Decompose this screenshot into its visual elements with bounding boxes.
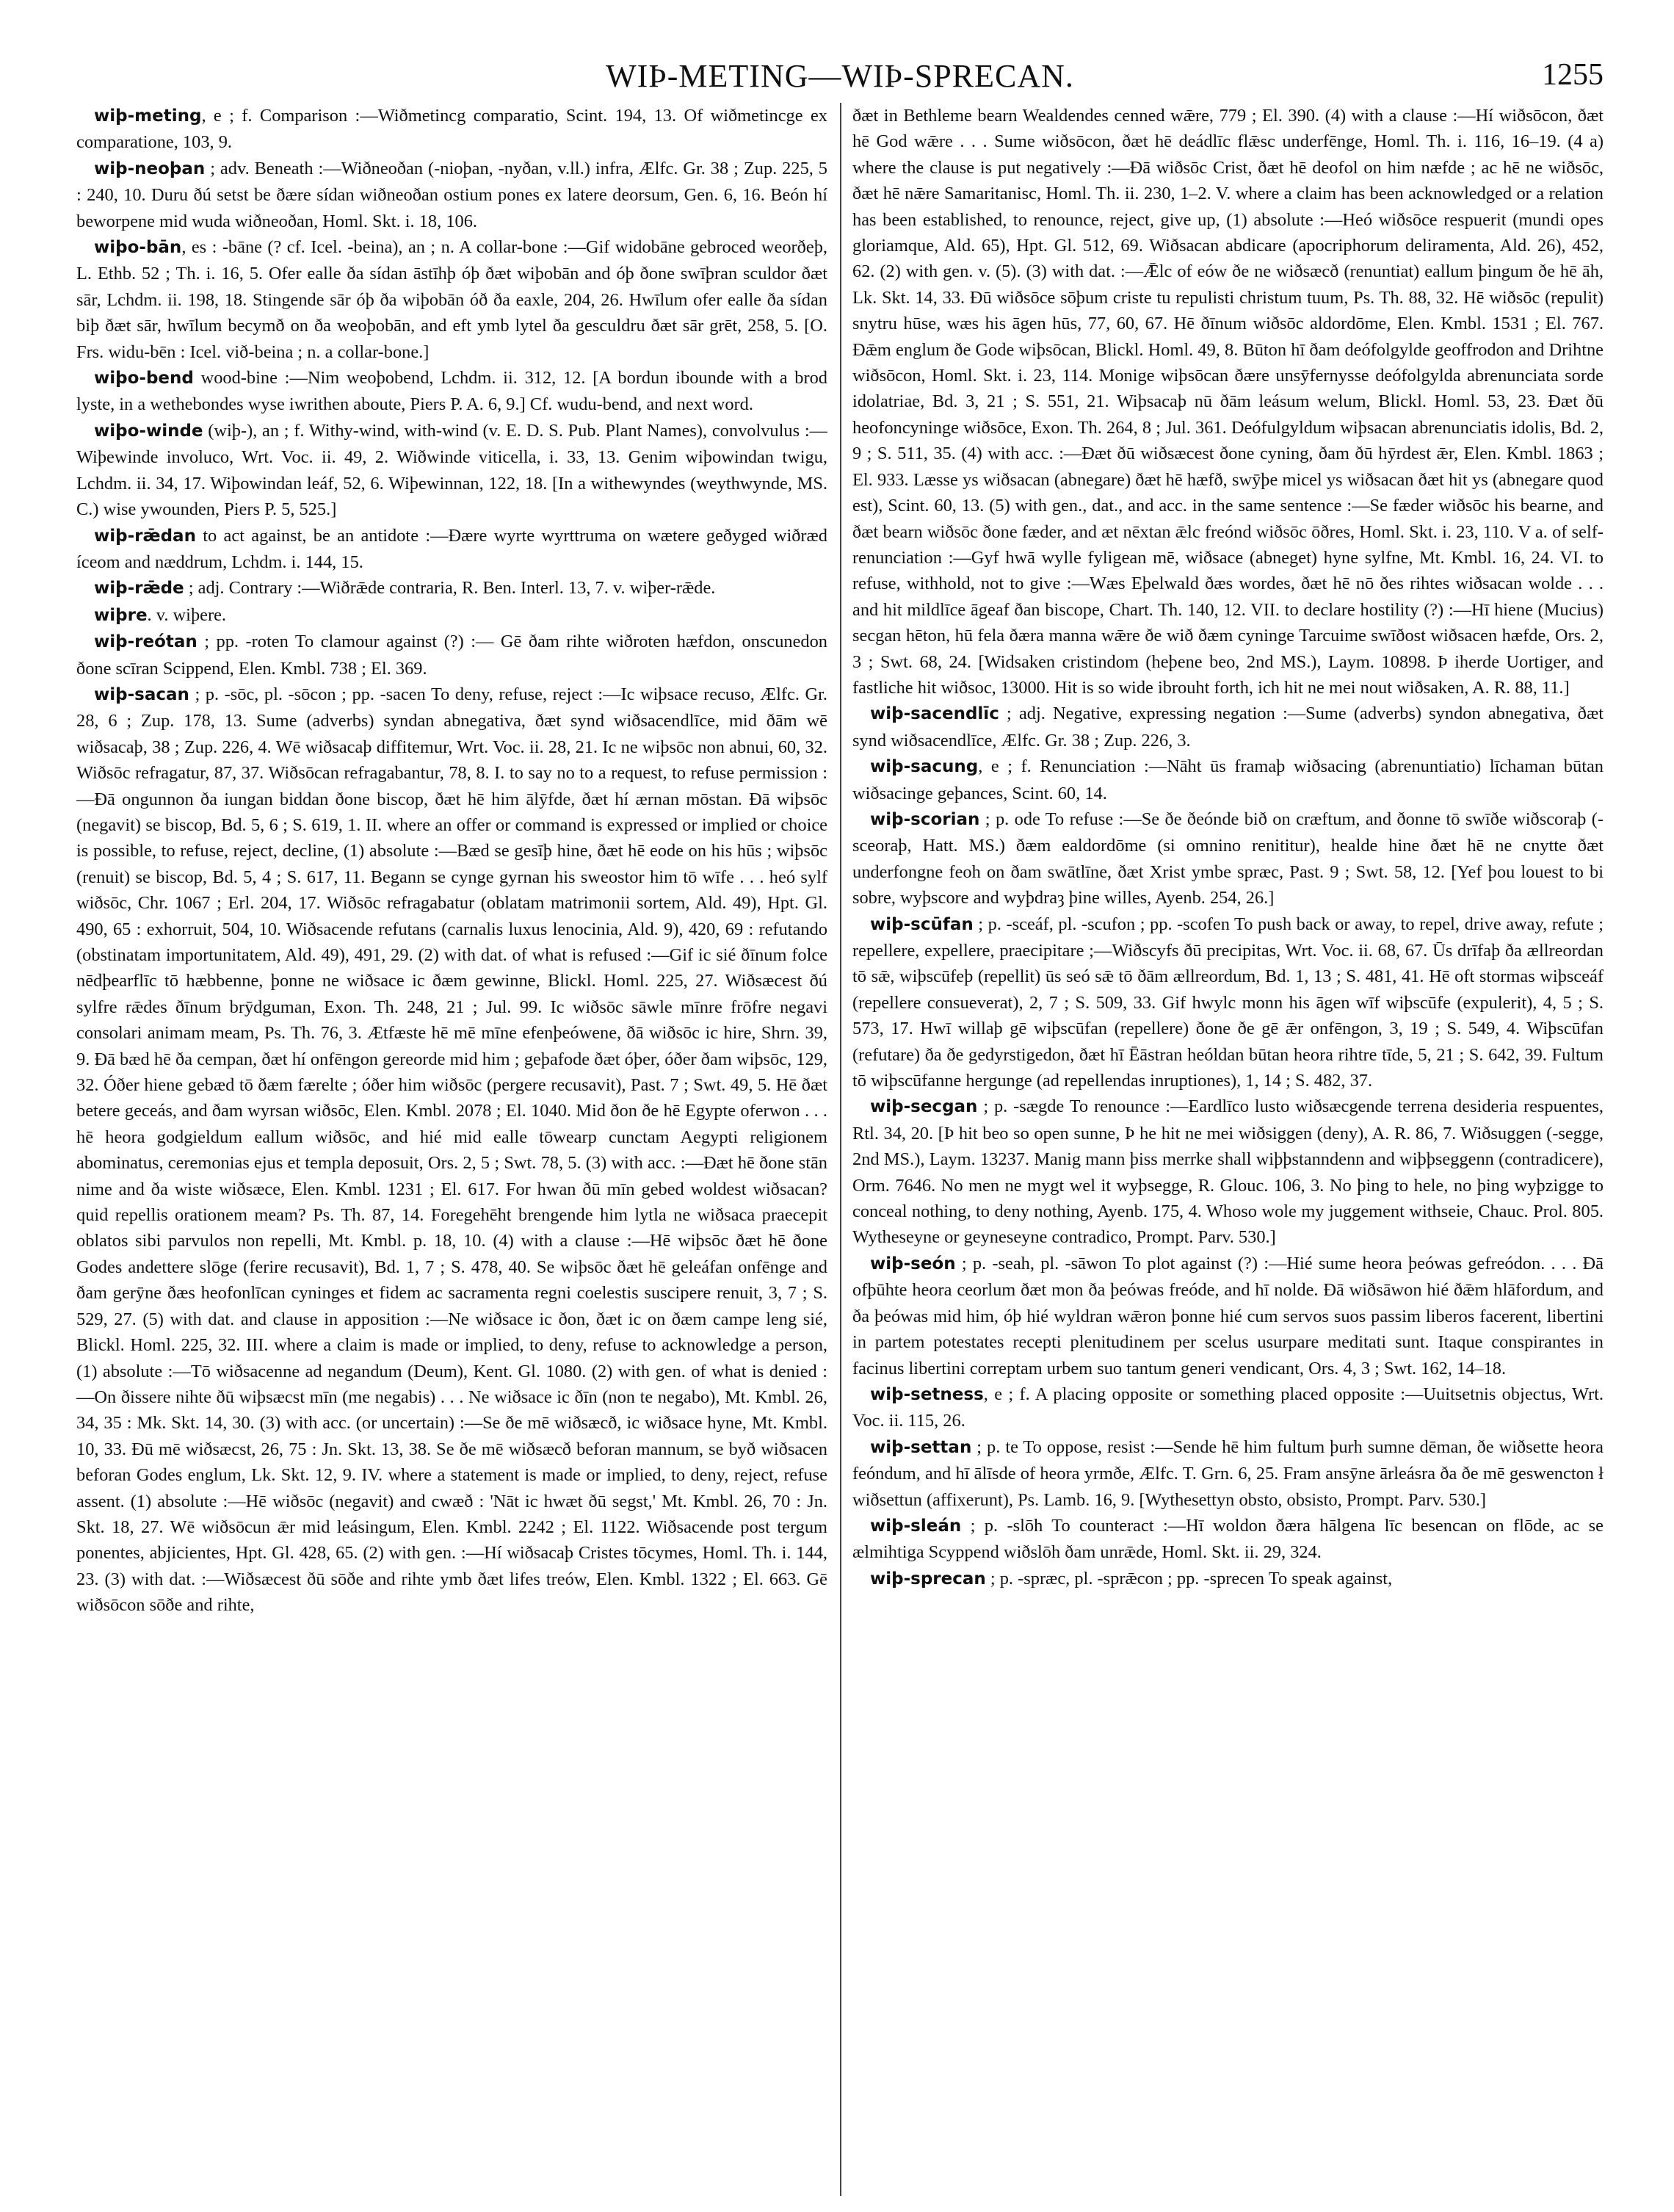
headword: wiþ-seón <box>870 1254 956 1273</box>
left-column <box>76 103 827 2203</box>
dictionary-entry <box>852 1513 1604 1566</box>
entry-text: ; adj. Contrary :—Wiðrǣde contraria, R. Ben. Interl. 13, 7. v. wiþer-rǣde. <box>184 578 716 599</box>
running-head <box>76 44 1604 103</box>
entry-text: , e ; f. Renunciation :—Nāht ūs framaþ wiðsacing (abrenuntiatio) līchaman būtan wiðsacinge geþances, Scint. 60, 14. <box>852 756 1604 803</box>
dictionary-entry <box>852 1434 1604 1513</box>
entry-text: ; p. -sōc, pl. -sōcon ; pp. -sacen To deny, refuse, reject :—Ic wiþsace recuso, Ælfc. Gr. 28, 6 ; Zup. 178, 13. Sume (adverbs) syndan abnegativa, ðæt synd wiðsacendlīce, mid ðām wē wiðsacaþ, 38 ; Zup. 226, 4. Wē wiðsacaþ diffitemur, Wrt. Voc. ii. 28, 21. Ic ne wiþsōc non abnui, 60, 32. Wiðsōc refragatur, 87, 37. Wiðsōcan refragabantur, 78, 8. I. to say no to a request, to refuse permission :—Ðā ongunnon ða iungan biddan ðone biscop, ðæt hē him ālȳfde, ðæt hí ærnan mōstan. Ðā wiþsōc (negavit) se biscop, Bd. 5, 6 ; S. 619, 1. II. where an offer or command is expressed or implied or choice is possible, to refuse, reject, decline, (1) absolute :—Bæd se gesīþ hine, ðæt hē eode on his hūs ; wiþsōc (renuit) se biscop, Bd. 5, 4 ; S. 617, 11. Begann se cynge gyrnan his sweostor him tō wīfe . . . heó sylf wiðsōc, Chr. 1067 ; Erl. 204, 17. Wiðsōc refragabatur (oblatam matrimonii sortem, Ald. 49), Hpt. Gl. 490, 65 : exhorruit, 504, 10. Wiðsacende refutans (carnalis luxus lenocinia, Ald. 9), 420, 69 : refutando (obstinatam importunitatem, Ald. 49), 491, 29. (2) with dat. of what is refused :—Gif ic sié ðīnum folce nēdþearflīc tō hæbbenne, þonne ne wiðsace ic ðæm gewinne, Blickl. Homl. 225, 27. Wiðsæcest ðú sylfre rǣdes ðīnum brȳdguman, Exon. Th. 248, 21 ; Jul. 99. Ic wiðsōc sāwle mīnre frōfre negavi consolari animam meam, Ps. Th. 76, 3. Ætfæste hē mē mīne efenþeówene, ðā wiðsōc ic hire, Shrn. 39, 9. Ðā bæd hē ða cempan, ðæt hí onfēngon gereorde mid him ; geþafode ðæt óþer, óðer ðam wiþsōc, 129, 32. Óðer hiene gebæd tō ðæm færelte ; óðer him wiðsōc (pergere recusavit), Past. 7 ; Swt. 49, 5. Hē ðæt betere geceás, and ðam wyrsan wiðsōc, Elen. Kmbl. 2078 ; El. 1040. Mid ðon ðe hē Egypte oferwon . . . hē heora godgieldum eallum wiðsōc, and hié mid ealle tōwearp cunctam Aegypti religionem abominatus, ceremonias ejus et templa deposuit, Ors. 2, 5 ; Swt. 78, 5. (3) with acc. :—Ðæt hē ðone stān nime and ða wiste wiðsæce, Elen. Kmbl. 1231 ; El. 617. For hwan ðū mīn gebed woldest wiðsacan? quid repellis orationem meam? Ps. Th. 87, 14. Foregehēht brengende him lytla ne wiðsaca praecepit oblatos sibi parvulos non repelli, Mt. Kmbl. p. 18, 10. (4) with a clause :—Hē wiþsōc ðæt hē ðone Godes andettere slōge (ferire recusavit), Bd. 1, 7 ; S. 478, 40. Se wiþsōc ðæt hē geleáfan onfēnge and ðam gerȳne ðæs heofonlīcan cyninges et fidem ac sacramenta regni coelestis suscipere renuit, 3, 7 ; S. 529, 27. (5) with dat. and clause in apposition :—Ne wiðsace ic ðon, ðæt ic on ðæm campe leng sié, Blickl. Homl. 225, 32. III. where a claim is made or implied, to deny, refuse to acknowledge a person, (1) absolute :—Tō wiðsacenne ad negandum (Deum), Kent. Gl. 1080. (2) with gen. of what is denied :—On ðissere nihte ðū wiþsæcst mīn (me negabis) . . . Ne wiðsace ic ðīn (non te negabo), Mt. Kmbl. 26, 34, 35 : Mk. Skt. 14, 30. (3) with acc. (or uncertain) :—Se ðe mē wiðsæcð, ic wiðsace hyne, Mt. Kmbl. 10, 33. Ðū mē wiðsæcst, 26, 75 : Jn. Skt. 13, 38. Se ðe mē wiðsæcð beforan mannum, se byð wiðsacen beforan Godes englum, Lk. Skt. 12, 9. IV. where a statement is made or implied, to deny, reject, refuse assent. (1) absolute :—Hē wiðsōc (negavit) and cwæð : 'Nāt ic hwæt ðū segst,' Mt. Kmbl. 26, 70 : Jn. Skt. 18, 27. Wē wiðsōcun ǣr mid leásingum, Elen. Kmbl. 2242 ; El. 1122. Wiðsacende post tergum ponentes, abjicientes, Hpt. Gl. 428, 65. (2) with gen. :—Hí wiðsacaþ Cristes tōcymes, Homl. Th. i. 144, 23. (3) with dat. :—Wiðsæcest ðū sōðe and rihte ymb ðæt lifes treów, Elen. Kmbl. 1322 ; El. 663. Gē wiðsōcon sōðe and rihte, <box>76 684 827 1616</box>
entry-text: ; adj. Negative, expressing negation :—Sume (adverbs) syndon abnegativa, ðæt synd wiðsacendlīce, Ælfc. Gr. 38 ; Zup. 226, 3. <box>852 704 1604 751</box>
entry-text: to act against, be an antidote :—Ðære wyrte wyrttruma on wætere geðyged wiðræd íceom and næddrum, Lchdm. i. 144, 15. <box>76 525 827 572</box>
entry-text: ; p. -seah, pl. -sāwon To plot against (?) :—Hié sume heora þeówas gefreódon. . . . Ðā ofþūhte heora ceorlum ðæt mon ða þeówas freóde, and hī nolde. Ðā wiðsāwon hié ðǣm hlāfordum, and ða þeówas mid him, óþ hié wyldran wǣron þonne hié cum servos suos passim liberos facerent, libertini in partem potestates recepti plenitudinem per scelus usurpare meditati sunt. Itaque conspirantes in facinus libertini correptam urbem suo tantum generi vendicant, Ors. 4, 3 ; Swt. 162, 14–18. <box>852 1253 1604 1378</box>
dictionary-entry <box>852 753 1604 806</box>
headword: wiþ-sacung <box>870 757 979 777</box>
dictionary-entry <box>76 523 827 576</box>
entry-text: ; p. te To oppose, resist :—Sende hē him fultum þurh sumne dēman, ðe wiðsette heora feóndum, and hī ālīsde of heora yrmðe, Ælfc. T. Grn. 6, 25. Fram ansȳne ārleásra ða ðe mē geswencton ł wiðsettun (affixerunt), Ps. Lamb. 16, 9. [Wythesettyn obsto, obsisto, Prompt. Parv. 530.] <box>852 1436 1604 1510</box>
headword: wiþ-sacan <box>94 684 189 704</box>
headword: wiþ-rǣde <box>94 579 184 599</box>
dictionary-entry <box>852 1381 1604 1434</box>
entry-text: ; p. -sceáf, pl. -scufon ; pp. -scofen To push back or away, to repel, drive away, refute ; repellere, expellere, praecipitare ;—Wiðscyfs ðū precipitas, Wrt. Voc. ii. 68, 67. Ūs drīfaþ ða ællreordan tō sǣ, wiþscūfeþ (repellit) ūs seó sǣ tō ðām ællreordum, Bd. 1, 13 ; S. 481, 41. Hē oft stormas wiþsceáf (repellere consueverat), 2, 7 ; S. 509, 33. Gif hwylc monn his āgen wīf wiþscūfe (expulerit), 4, 5 ; S. 573, 17. Hwī willaþ gē wiþscūfan (repellere) ðone ðe gē ǣr onfēngon, 3, 19 ; S. 549, 4. Wiþscūfan (refutare) ða ðe gedyrstigedon, ðæt hī Ēāstran heóldan būtan heora rihtre tīde, 5, 21 ; S. 642, 39. Fultum tō wiþscūfanne hergunge (ad repellendas inruptiones), 1, 14 ; S. 482, 37. <box>852 914 1604 1091</box>
entry-text: , es : -bāne (? cf. Icel. -beina), an ; n. A collar-bone :—Gif widobāne gebroced weorðeþ, L. Ethb. 52 ; Th. i. 16, 5. Ofer ealle ða sídan āstīhþ óþ ðæt wiþobān and óþ ðone swīþran sculdor ðæt sār, Lchdm. ii. 198, 18. Stingende sār óþ ða wiþobān óð ða eaxle, 204, 26. Hwīlum ofer ealle ða sídan biþ ðæt sār, hwīlum becymð on ða weoþobān, and eft ymb lytel ða gesculdru ðæt sār grēt, 258, 5. [O. Frs. widu-bēn : Icel. við-beina ; n. a collar-bone.] <box>76 237 827 362</box>
entry-text: ; adv. Beneath :—Wiðneoðan (-nioþan, -nyðan, v.ll.) infra, Ælfc. Gr. 38 ; Zup. 225, 5 : 240, 10. Duru ðú setst be ðære sídan wiðneoðan ostium pones ex latere deorsum, Gen. 6, 16. Beón hí beworpene mid wuda wiðneoðan, Homl. Skt. i. 18, 106. <box>76 158 827 231</box>
entry-text: ; p. -spræc, pl. -sprǣcon ; pp. -sprecen To speak against, <box>985 1568 1393 1588</box>
entry-text: , e ; f. A placing opposite or something placed opposite :—Uuitsetnis objectus, Wrt. Voc. ii. 115, 26. <box>852 1384 1604 1431</box>
dictionary-entry <box>852 701 1604 753</box>
dictionary-entry <box>76 629 827 682</box>
headword: wiþo-bān <box>94 238 182 258</box>
entry-text: ; p. -sægde To renounce :—Eardlīco lusto wiðsæcgende terrena desideria respuentes, Rtl. 34, 20. [Þ hit beo so open sunne, Þ he hit ne mei wiðsiggen (deny), A. R. 86, 7. Wiðsuggen (-segge, 2nd MS.), Laym. 13237. Manig mann þiss merrke shall wiþþstanndenn and wiþþseggenn (contradicere), Orm. 7646. No men ne mygt wel it wyþsegge, R. Glouc. 106, 3. No þing to hele, no þing wyþzigge to conceal nothing, to deny nothing, Ayenb. 175, 4. Whoso wole my juggement withseie, Chauc. Prol. 805. Wytheseyne or geyneseyne contradico, Prompt. Parv. 530.] <box>852 1096 1604 1248</box>
dictionary-entry <box>852 1566 1604 1592</box>
entry-text: ðæt in Bethleme bearn Wealdendes cenned wǣre, 779 ; El. 390. (4) with a clause :—Hí wiðsōcon, ðæt hē God wǣre . . . Sume wiðsōcon, ðæt hē deádlīc flǣsc underfēnge, Homl. Th. i. 116, 16–19. (4 a) where the clause is put negatively :—Ðā wiðsōc Crist, ðæt hē deofol on him næfde ; ac hē ne wiðsōc, ðæt hē nǣre Samaritanisc, Homl. Th. ii. 230, 1–2. V. where a claim has been acknowledged or a relation has been established, to renounce, reject, give up, (1) absolute :—Heó wiðsōce respuerit (mundi opes gloriamque, Ald. 65), Hpt. Gl. 512, 69. Wiðsacan abdicare (apocriphorum deliramenta, Ald. 26), 452, 62. (2) with gen. v. (5). (3) with dat. :—Ǣlc of eów ðe ne wiðsæcð (renuntiat) eallum þingum ðe hē āh, Lk. Skt. 14, 33. Ðū wiðsōce sōþum criste tu repulisti christum tuum, Ps. Th. 88, 32. Hē wiðsōc (repulit) snytru hūse, wæs his āgen hūs, 77, 60, 67. Hē ðīnum wiðsōc aldordōme, Elen. Kmbl. 1531 ; El. 767. Ðǣm englum ðe Gode wiþsōcan, Blickl. Homl. 49, 8. Būton hī ðam deófolgylde geoffrodon and Drihtne wiðsōcon, Homl. Skt. i. 23, 114. Monige wiþsōcan ðære unsȳfernysse deófolgylda abrenunciata sorde idolatriae, Bd. 3, 21 ; S. 551, 21. Wiþsacaþ nū ðām leásum welum, Blickl. Homl. 53, 23. Ðæt ðū heofoncyninge wiðsōce, Exon. Th. 264, 8 ; Jul. 361. Deófulgyldum wiþsacan abrenunciatis idolis, Bd. 2, 9 ; S. 511, 35. (4) with acc. :—Ðæt ðū wiðsæcest ðone cyning, ðam ðū hȳrdest ǣr, Elen. Kmbl. 1863 ; El. 933. Læsse ys wiðsacan (abnegare) ðæt hē hæfð, swȳþe micel ys wiðsacan ðæt hit ys (abnegare quod est), Scint. 60, 13. (5) with gen., dat., and acc. in the same sentence :—Se fæder wiðsōc his bearne, and ðæt bearn wiðsōc ðone fæder, and æt nēxtan ǣlc freónd wiðsōc ōðres, Homl. Skt. i. 23, 110. V a. of self-renunciation :—Gyf hwā wylle fyligean mē, wiðsace (abneget) hyne sylfne, Mt. Kmbl. 16, 24. VI. to refuse, withhold, not to give :—Wæs Eþelwald ðæs wordes, ðæt hē nō ðes rihtes wiðsacan wolde . . . and hit mildlīce āgeaf ðan biscope, Chart. Th. 140, 12. VII. to declare hostility (?) :—Hī hiene (Mucius) secgan hēton, hū fela ðæra manna wǣre ðe wið ðæm cyninge Tarcuime swīðost wiðsacen hæfde, Ors. 2, 3 ; Swt. 68, 24. [Widsaken cristindom (heþene beo, 2nd MS.), Laym. 10898. Þ iherde Uortiger, and fastliche hit wiðsoc, 13000. Hit is so wide ibrouht forth, ich hit ne mei nout wiðsaken, A. R. 88, 11.] <box>852 106 1604 698</box>
headword: wiþ-scorian <box>870 809 980 829</box>
dictionary-entry <box>852 806 1604 911</box>
entry-text: ; p. -slōh To counteract :—Hī woldon ðæra hālgena līc besencan on flōde, ac se ælmihtiga Scyppend wiðslōh ðam unrǣde, Homl. Skt. ii. 29, 324. <box>852 1515 1604 1563</box>
dictionary-entry <box>76 365 827 418</box>
text-columns <box>76 103 1604 2203</box>
headword: wiþ-meting <box>94 106 202 126</box>
dictionary-entry <box>76 156 827 234</box>
headword: wiþ-sprecan <box>870 1569 986 1588</box>
dictionary-entry <box>76 103 827 156</box>
headword: wiþ-sacendlīc <box>870 704 999 724</box>
headword: wiþ-scūfan <box>870 914 974 934</box>
column-divider <box>840 103 841 2196</box>
dictionary-entry <box>852 103 1604 701</box>
headword: wiþo-winde <box>94 421 203 441</box>
headword: wiþ-neoþan <box>94 159 206 178</box>
headword: wiþ-settan <box>870 1437 972 1457</box>
dictionary-entry <box>76 418 827 523</box>
headword: wiþo-bend <box>94 369 194 388</box>
entry-text: . v. wiþere. <box>147 604 227 625</box>
dictionary-entry <box>852 1251 1604 1381</box>
dictionary-entry <box>76 234 827 365</box>
entry-text: (wiþ-), an ; f. Withy-wind, with-wind (v. E. D. S. Pub. Plant Names), convolvulus :—Wiþewinde involuco, Wrt. Voc. ii. 49, 2. Wiðwinde viticella, i. 33, 13. Genim wiþowindan twigu, Lchdm. ii. 34, 17. Wiþowindan leáf, 52, 6. Wiþewinnan, 122, 18. [In a withewyndes (weythwynde, MS. C.) wise ywounden, Piers P. 5, 525.] <box>76 420 827 520</box>
headword: wiþ-rǣdan <box>94 526 196 546</box>
headword: wiþ-setness <box>870 1384 984 1404</box>
entry-text: ; pp. -roten To clamour against (?) :— Gē ðam rihte wiðroten hæfdon, onscunedon ðone scīran Scippend, Elen. Kmbl. 738 ; El. 369. <box>76 632 827 679</box>
dictionary-entry <box>76 602 827 629</box>
dictionary-entry <box>76 682 827 1619</box>
entry-text: ; p. ode To refuse :—Se ðe ðeónde bið on cræftum, and ðonne tō swīðe wiðscoraþ (-sceoraþ, Hatt. MS.) ðæm ealdordōme (si omnino renititur), healde hine ðæt hē ne cnytte ðæt underfongne feoh on ðam swātlīne, ðæt Xrist ymbe spræc, Past. 9 ; Swt. 58, 12. [Yef þou louest to bi sobre, wyþscore and wyþdraȝ þine willes, Ayenb. 254, 26.] <box>852 809 1604 908</box>
headword: wiþre <box>94 605 148 625</box>
page-number: 1255 <box>1542 58 1604 92</box>
running-title: WIÞ-METING—WIÞ-SPRECAN. <box>606 58 1074 94</box>
entry-text: , e ; f. Comparison :—Wiðmetincg comparatio, Scint. 194, 13. Of wiðmetincge ex comparatione, 103, 9. <box>76 106 827 153</box>
dictionary-entry <box>852 1094 1604 1250</box>
headword: wiþ-sleán <box>870 1516 962 1536</box>
entry-text: wood-bine :—Nim weoþobend, Lchdm. ii. 312, 12. [A bordun iboundе with a brod lyste, in a wethebondes wyse iwrithen aboute, Piers P. A. 6, 9.] Cf. wudu-bend, and next word. <box>76 368 827 415</box>
dictionary-entry <box>852 911 1604 1094</box>
dictionary-entry <box>76 575 827 601</box>
headword: wiþ-secgan <box>870 1097 978 1117</box>
right-column <box>852 103 1604 2203</box>
headword: wiþ-reótan <box>94 632 198 652</box>
